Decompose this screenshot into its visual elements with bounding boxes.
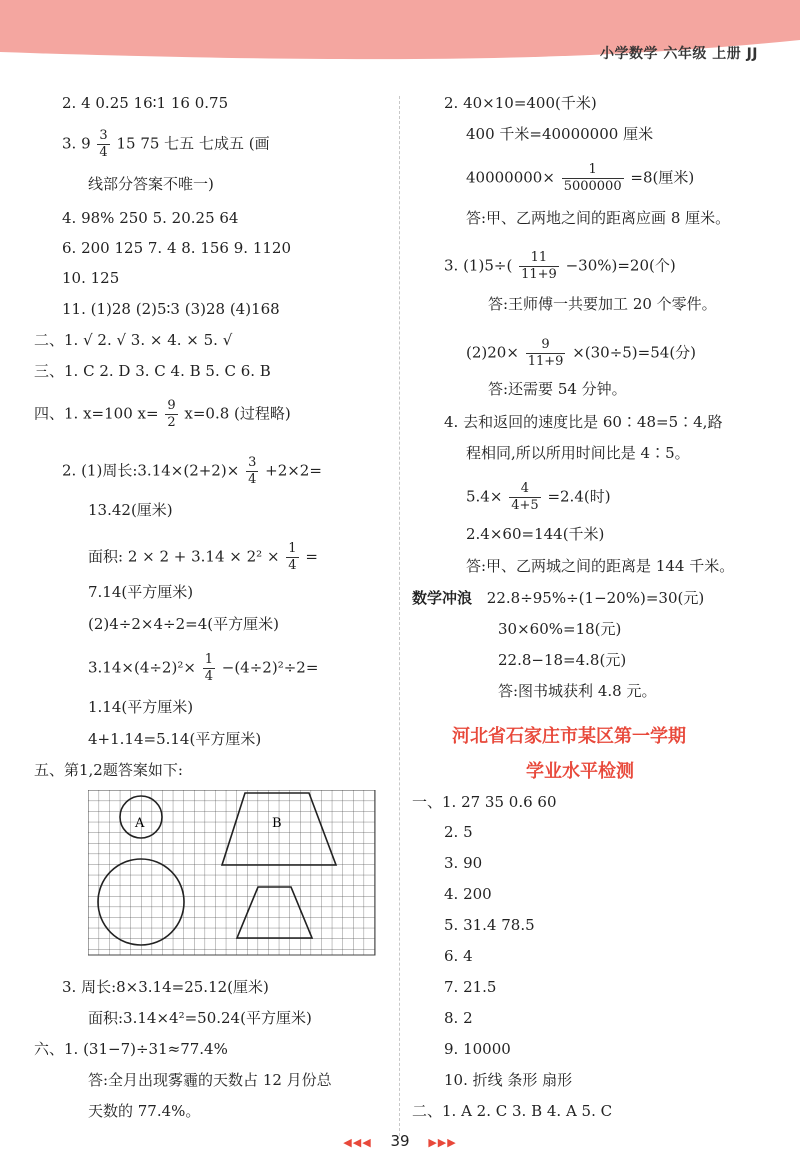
answer-line: 5. 31.4 78.5: [444, 916, 535, 934]
answer-line: 3. 周长:8×3.14=25.12(厘米): [62, 978, 269, 996]
next-arrows-icon: ▶▶▶: [428, 1136, 457, 1149]
answer-line: 2. 5: [444, 823, 473, 841]
answer-line: 4+1.14=5.14(平方厘米): [88, 730, 262, 748]
answer-line: 线部分答案不唯一): [88, 175, 214, 193]
answer-line: 二、1. √ 2. √ 3. × 4. × 5. √: [34, 331, 233, 349]
answer-line: 程相同,所以所用时间比是 4∶5。: [466, 444, 690, 462]
answer-line: 数学冲浪 22.8÷95%÷(1−20%)=30(元): [412, 589, 705, 607]
answer-line: 3. 90: [444, 854, 483, 872]
answer-line: 40000000× $\frac{1}{5000000}$ =8(厘米): [466, 162, 695, 194]
answer-line: 面积:3.14×4²=50.24(平方厘米): [88, 1009, 312, 1027]
header-band: [0, 0, 800, 70]
answer-line: 11. (1)28 (2)5∶3 (3)28 (4)168: [62, 300, 280, 318]
exam-title: 河北省石家庄市某区第一学期: [452, 726, 686, 747]
answer-line: 二、1. A 2. C 3. B 4. A 5. C: [412, 1102, 613, 1120]
answer-line: 2. 40×10=400(千米): [444, 94, 597, 112]
answer-line: 2.4×60=144(千米): [466, 525, 605, 543]
grid-figure: [88, 790, 378, 960]
answer-line: 2. 4 0.25 16∶1 16 0.75: [62, 94, 229, 112]
answer-line: 3.14×(4÷2)²× $\frac{1}{4}$ −(4÷2)²÷2=: [88, 652, 319, 684]
fraction: $\frac{1}{4}$: [204, 652, 213, 684]
answer-line: 三、1. C 2. D 3. C 4. B 5. C 6. B: [34, 362, 271, 380]
exam-subtitle: 学业水平检测: [526, 761, 634, 782]
answer-line: 面积: 2 × 2 + 3.14 × 2² × $\frac{1}{4}$ =: [88, 541, 318, 573]
answer-line: 30×60%=18(元): [498, 620, 622, 638]
answer-line: 6. 4: [444, 947, 473, 965]
answer-line: 13.42(厘米): [88, 501, 173, 519]
answer-line: 6. 200 125 7. 4 8. 156 9. 1120: [62, 239, 291, 257]
fraction: $\frac{3}{4}$: [248, 455, 257, 487]
fraction: $\frac{4}{4+5}$: [511, 481, 539, 513]
fraction: $\frac{9}{2}$: [167, 398, 176, 430]
answer-line: 2. (1)周长:3.14×(2+2)× $\frac{3}{4}$ +2×2=: [62, 455, 322, 487]
answer-line: 答:还需要 54 分钟。: [488, 380, 627, 398]
answer-line: 4. 200: [444, 885, 492, 903]
answer-line: 一、1. 27 35 0.6 60: [412, 793, 557, 811]
fraction: $\frac{1}{4}$: [288, 541, 297, 573]
answer-line: 六、1. (31−7)÷31≈77.4%: [34, 1040, 228, 1058]
label-b: B: [272, 816, 282, 831]
answer-line: 3. (1)5÷( $\frac{11}{11+9}$ −30%)=20(个): [444, 250, 676, 282]
answer-line: 10. 折线 条形 扇形: [444, 1071, 573, 1089]
answer-line: 400 千米=40000000 厘米: [466, 125, 654, 143]
answer-line: 7.14(平方厘米): [88, 583, 194, 601]
fraction: $\frac{3}{4}$: [99, 128, 108, 160]
answer-line: (2)4÷2×4÷2=4(平方厘米): [88, 615, 279, 633]
answer-line: 四、1. x=100 x= $\frac{9}{2}$ x=0.8 (过程略): [34, 398, 291, 430]
answer-line: 答:王师傅一共要加工 20 个零件。: [488, 295, 717, 313]
answer-line: 答:甲、乙两城之间的距离是 144 千米。: [466, 557, 735, 575]
answer-line: 天数的 77.4%。: [88, 1102, 201, 1120]
page-footer: [0, 1132, 800, 1150]
answer-line: 五、第1,2题答案如下:: [34, 761, 183, 779]
answer-line: 4. 去和返回的速度比是 60∶48=5∶4,路: [444, 413, 723, 431]
answer-line: 答:甲、乙两地之间的距离应画 8 厘米。: [466, 209, 731, 227]
answer-line: 4. 98% 250 5. 20.25 64: [62, 209, 239, 227]
fraction: $\frac{9}{11+9}$: [527, 337, 564, 369]
column-divider: [399, 96, 400, 1136]
prev-arrows-icon: ◀◀◀: [343, 1136, 372, 1149]
answer-line: 8. 2: [444, 1009, 473, 1027]
answer-line: 22.8−18=4.8(元): [498, 651, 627, 669]
answer-line: 3. 9 $\frac{3}{4}$ 15 75 七五 七成五 (画: [62, 128, 270, 160]
answer-line: 答:图书城获利 4.8 元。: [498, 682, 657, 700]
answer-line: 5.4× $\frac{4}{4+5}$ =2.4(时): [466, 481, 611, 513]
answer-line: 10. 125: [62, 269, 120, 287]
answer-line: 9. 10000: [444, 1040, 511, 1058]
answer-line: 7. 21.5: [444, 978, 497, 996]
section-label: 数学冲浪: [412, 589, 473, 607]
answer-line: 答:全月出现雾霾的天数占 12 月份总: [88, 1071, 332, 1089]
answer-line: 1.14(平方厘米): [88, 698, 194, 716]
page-number: 39: [390, 1132, 410, 1150]
label-a: A: [135, 816, 145, 831]
fraction: $\frac{1}{5000000}$: [563, 162, 622, 194]
header-subject: 小学数学 六年级 上册 JJ: [599, 46, 758, 62]
answer-line: (2)20× $\frac{9}{11+9}$ ×(30÷5)=54(分): [466, 337, 697, 369]
fraction: $\frac{11}{11+9}$: [521, 250, 557, 282]
